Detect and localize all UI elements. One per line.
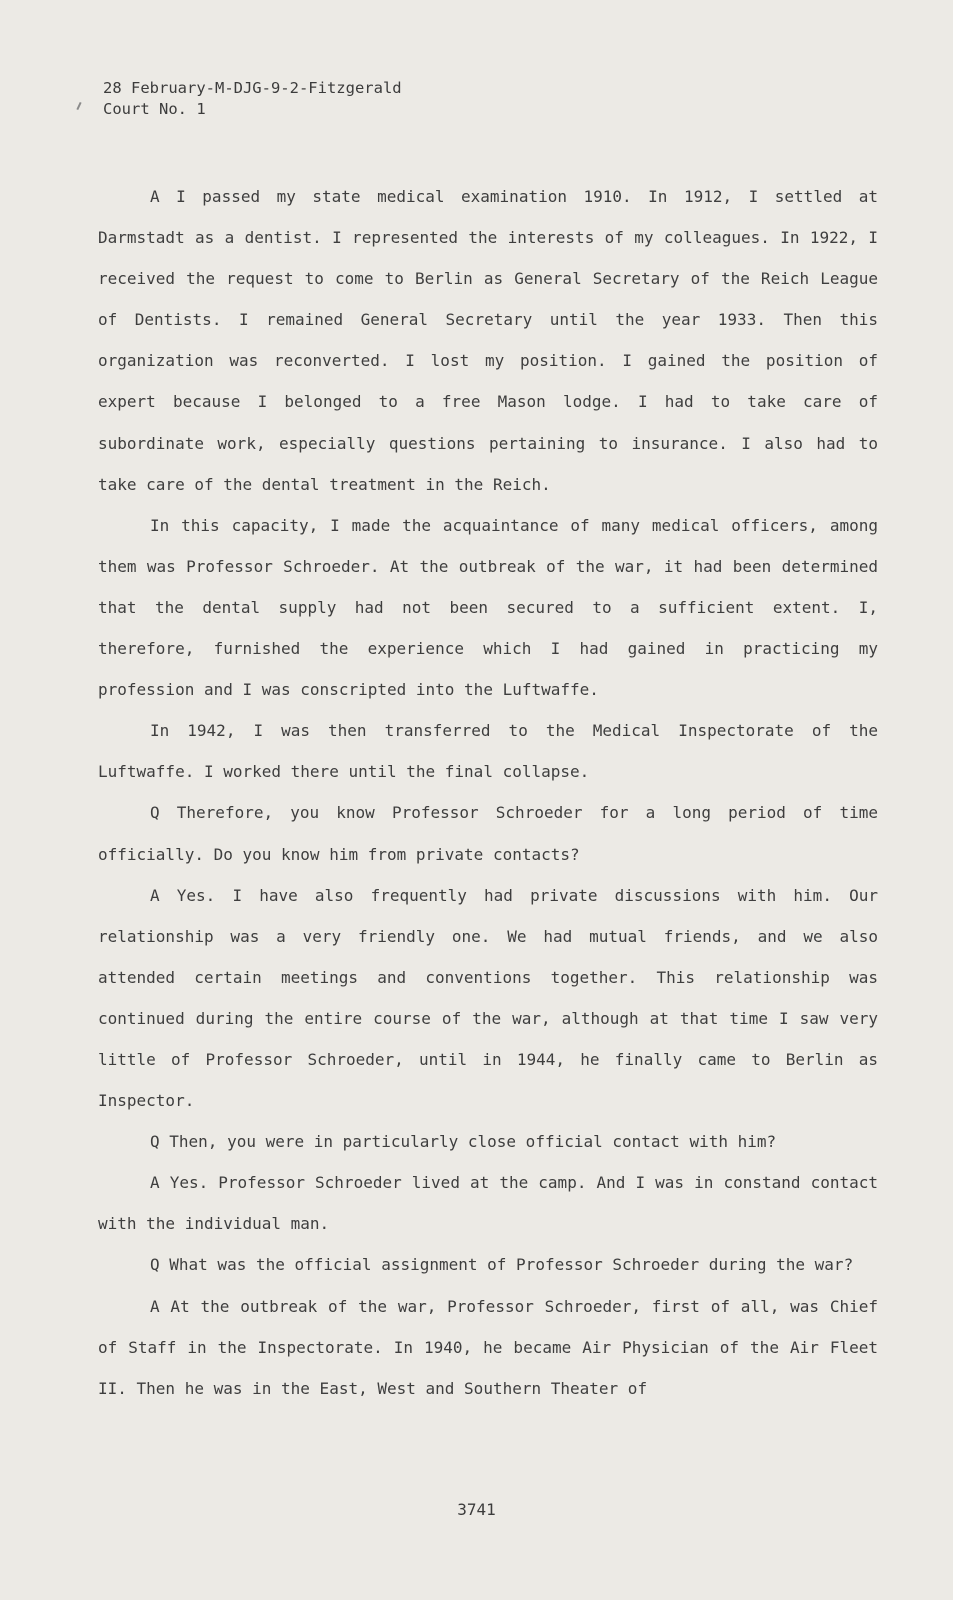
paragraph-2: In this capacity, I made the acquaintance of many medical officers, among them was Professor Schroeder. At the outbreak of the war, it had been determined that the dental supply had not been secured to a sufficient extent. I, therefore, furnished the experience which I had gained in practicing my profession and I was conscripted into the Luftwaffe.	[98, 515, 878, 700]
paragraph-8: Q What was the official assignment of Professor Schroeder during the war?	[150, 1255, 854, 1275]
transcript-body	[98, 176, 878, 1409]
paragraph-6: Q Then, you were in particularly close official contact with him?	[150, 1132, 777, 1152]
header-court-line: Court No. 1	[103, 100, 206, 118]
paragraph-1: A I passed my state medical examination 1910. In 1912, I settled at Darmstadt as a dentist. I represented the interests of my colleagues. In 1922, I received the request to come to Berlin as General Secretary of the Reich League of Dentists. I remained General Secretary until the year 1933. Then this organization was reconverted. I lost my position. I gained the position of expert because I belonged to a free Mason lodge. I had to take care of subordinate work, especially questions pertaining to insurance. I also had to take care of the dental treatment in the Reich.	[98, 187, 878, 494]
paragraph-7: A Yes. Professor Schroeder lived at the camp. And I was in constand contact with the individual man.	[98, 1173, 878, 1234]
document-header	[103, 78, 402, 120]
header-case-line: 28 February-M-DJG-9-2-Fitzgerald	[103, 79, 402, 97]
paragraph-3: In 1942, I was then transferred to the Medical Inspectorate of the Luftwaffe. I worked there until the final collapse.	[98, 721, 878, 782]
margin-mark	[76, 102, 81, 110]
paragraph-4: Q Therefore, you know Professor Schroeder for a long period of time officially. Do you know him from private contacts?	[98, 803, 878, 864]
paragraph-5: A Yes. I have also frequently had private discussions with him. Our relationship was a very friendly one. We had mutual friends, and we also attended certain meetings and conventions together. This relationship was continued during the entire course of the war, although at that time I saw very little of Professor Schroeder, until in 1944, he finally came to Berlin as Inspector.	[98, 885, 878, 1111]
page-number: 3741	[457, 1500, 496, 1519]
paragraph-9: A At the outbreak of the war, Professor Schroeder, first of all, was Chief of Staff in the Inspectorate. In 1940, he became Air Physician of the Air Fleet II. Then he was in the East, West and Southern Theater of	[98, 1296, 878, 1398]
